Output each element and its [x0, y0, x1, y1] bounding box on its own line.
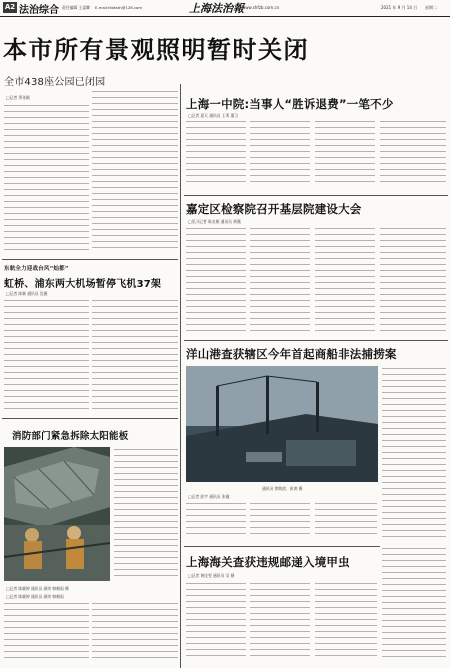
rule-jiading-yangshan	[184, 340, 448, 341]
issue-date: 2021 年 9 月 14 日	[381, 5, 418, 10]
newspaper-logo: 上海法治報	[189, 2, 244, 15]
jiading-body-col2	[250, 226, 310, 336]
fire-headline: 消防部门紧急拆除太阳能板	[12, 431, 129, 442]
jiading-byline: □见习记者 陈友敏 通讯员 黄薇	[188, 219, 241, 224]
fire-byline: □记者 陈颖婷 通讯员 顾荣 韩朝雨	[6, 594, 64, 599]
jiading-headline: 嘉定区检察院召开基层院建设大会	[186, 202, 362, 216]
airport-body-col1	[4, 298, 89, 416]
fire-body-bottom-col2	[92, 601, 178, 665]
website: www.shfzb.com.cn	[242, 5, 280, 10]
rule-lead-airport	[2, 259, 178, 260]
column-divider-left	[180, 84, 181, 264]
yangshan-body-col1	[186, 501, 246, 543]
lead-subheadline: 全市438座公园已闭园	[4, 77, 106, 88]
airport-byline: □记者 陈颖 通讯员 沈薇	[6, 291, 48, 296]
school-body-col4	[380, 119, 446, 189]
school-byline: □记者 夏天 通讯员 王鸾 董卫	[188, 113, 239, 118]
yangshan-side-col	[382, 366, 446, 542]
lead-headline: 本市所有景观照明暂时关闭	[3, 36, 309, 64]
fire-photo	[4, 447, 110, 581]
rule-yangshan-customs	[184, 546, 380, 547]
fire-photo-credit: □记者 陈颖婷 通讯员 顾荣 韩朝雨 摄	[6, 586, 69, 591]
yangshan-body-col2	[250, 501, 310, 543]
lead-byline: □记者 季张颖	[6, 95, 30, 100]
section-name: 法治综合	[19, 5, 59, 16]
editor-email: E-mail:fzbfzzh@126.com	[95, 5, 143, 10]
airport-kicker: 东航全力迎战台风“灿都”	[4, 266, 69, 272]
lead-body-col2	[92, 89, 178, 255]
customs-byline: □记者 黄佳雯 通讯员 吴 静	[188, 573, 235, 578]
school-headline: 上海一中院:当事人“胜诉退费”一笔不少	[186, 97, 394, 111]
yangshan-headline: 洋山港查获辖区今年首起商船非法捕捞案	[186, 347, 397, 361]
jiading-body-col1	[186, 226, 246, 336]
customs-body-col3	[315, 581, 377, 665]
rule-airport-fire	[2, 418, 178, 419]
column-divider-mid	[180, 264, 181, 668]
masthead-rule	[0, 16, 450, 17]
masthead	[0, 0, 450, 16]
school-body-col1	[186, 119, 246, 189]
yangshan-body-col3	[315, 501, 377, 543]
school-body-col3	[315, 119, 375, 189]
fire-body-bottom-col1	[4, 601, 89, 665]
school-body-col2	[250, 119, 310, 189]
yangshan-byline: □记者 彭宇 通讯员 张璇	[188, 494, 230, 499]
fire-body-col	[114, 447, 178, 581]
customs-body-col2	[250, 581, 310, 665]
jiading-body-col3	[315, 226, 375, 336]
editor-credit: 责任编辑 王睿卿	[62, 5, 90, 10]
issue-weekday: 星期二	[425, 5, 437, 10]
airport-body-col2	[92, 298, 178, 416]
yangshan-photo-caption: 通讯员 徐海滨、彭鸿 摄	[262, 486, 303, 491]
yangshan-photo	[186, 366, 378, 482]
customs-headline: 上海海关查获违规邮递入境甲虫	[186, 555, 350, 569]
page-number-badge: A2	[4, 3, 16, 11]
airport-headline: 虹桥、浦东两大机场暂停飞机37架	[4, 279, 162, 290]
jiading-body-col4	[380, 226, 446, 336]
customs-body-col4	[382, 546, 446, 665]
lead-body-col1	[4, 103, 89, 255]
customs-body-col1	[186, 581, 246, 665]
rule-school-jiading	[184, 195, 448, 196]
